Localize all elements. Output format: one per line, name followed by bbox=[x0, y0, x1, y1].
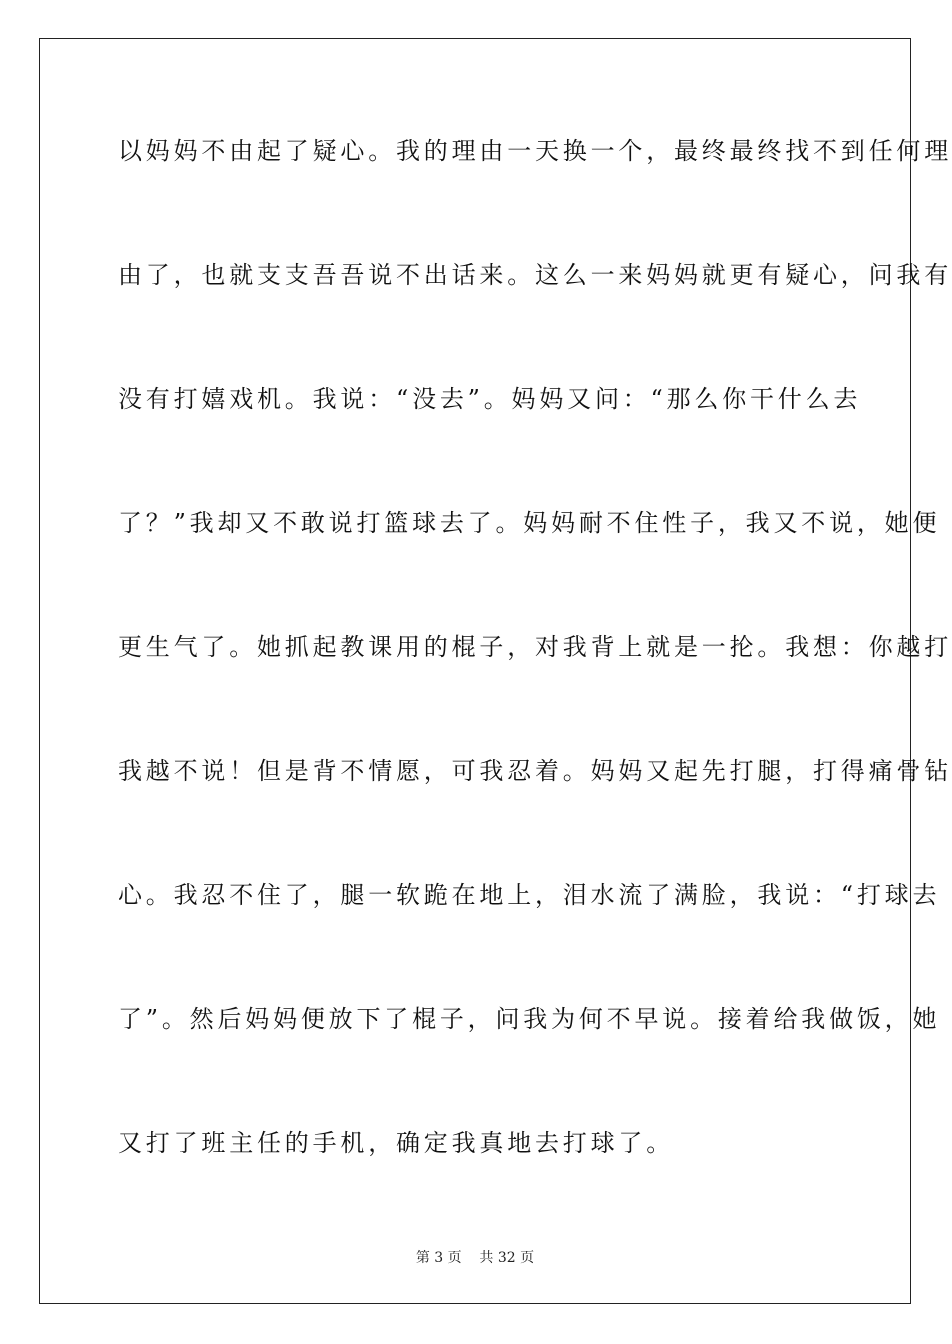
text-line: 又打了班主任的手机，确定我真地去打球了。 bbox=[118, 1129, 674, 1157]
text-line: 更生气了。她抓起教课用的棍子，对我背上就是一抡。我想：你越打 bbox=[118, 633, 952, 661]
text-line: 我越不说！但是背不情愿，可我忍着。妈妈又起先打腿，打得痛骨钻 bbox=[118, 757, 952, 785]
text-line: 了”。然后妈妈便放下了棍子，问我为何不早说。接着给我做饭，她 bbox=[118, 1005, 941, 1033]
text-line: 没有打嬉戏机。我说：“没去”。妈妈又问：“那么你干什么去 bbox=[118, 385, 862, 413]
document-body bbox=[118, 120, 952, 1236]
text-line: 了？”我却又不敢说打篮球去了。妈妈耐不住性子，我又不说，她便 bbox=[118, 509, 941, 537]
text-line: 心。我忍不住了，腿一软跪在地上，泪水流了满脸，我说：“打球去 bbox=[118, 881, 941, 909]
text-line: 以妈妈不由起了疑心。我的理由一天换一个，最终最终找不到任何理 bbox=[118, 137, 952, 165]
page-number-footer: 第 3 页 共 32 页 bbox=[415, 1250, 535, 1266]
text-line: 由了，也就支支吾吾说不出话来。这么一来妈妈就更有疑心，问我有 bbox=[118, 261, 952, 289]
